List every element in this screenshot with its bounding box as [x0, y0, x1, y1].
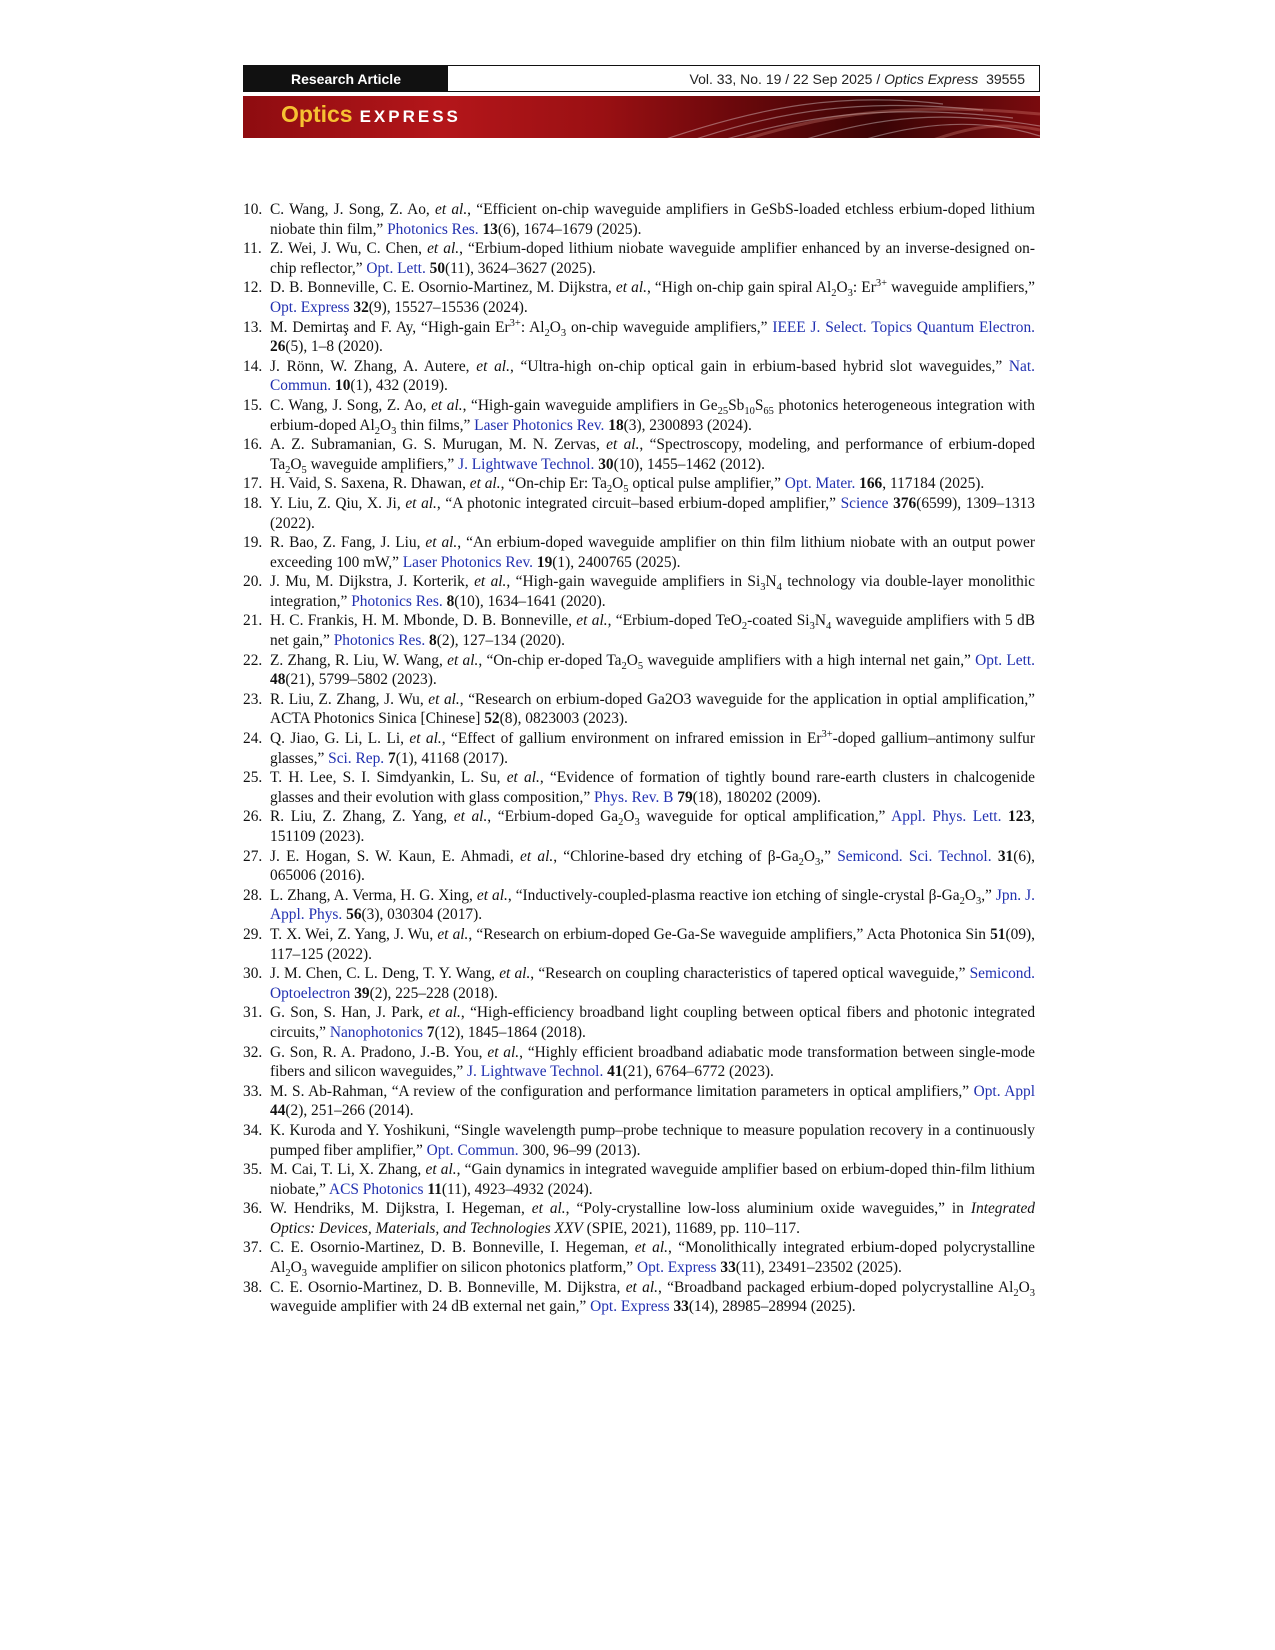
reference-text: , “Ultra-high on-chip optical gain in erbium-based hybrid slot waveguides,”: [509, 357, 1009, 375]
reference-number: 35.: [243, 1161, 263, 1179]
reference-entry: [243, 533, 1035, 572]
reference-text: 4: [825, 621, 832, 633]
reference-text: 18: [608, 416, 624, 434]
reference-text: G. Son, R. A. Pradono, J.-B. You,: [270, 1043, 488, 1061]
reference-text: , “An erbium-doped waveguide amplifier on thin film lithium niobate with an output power exceeding 100 mW,”: [270, 534, 1036, 571]
reference-text: (3), 2300893 (2024).: [623, 416, 752, 434]
reference-text: waveguide for optical amplification,”: [639, 808, 892, 826]
reference-text: (2), 225–228 (2018).: [369, 984, 498, 1002]
reference-text: 300, 96–99 (2013).: [518, 1141, 641, 1159]
reference-text: (10), 1634–1641 (2020).: [454, 592, 606, 610]
reference-text: 10: [744, 406, 755, 418]
reference-text: et al.: [487, 1043, 520, 1061]
reference-text: R. Liu, Z. Zhang, Z. Yang,: [270, 808, 454, 826]
reference-text: L. Zhang, A. Verma, H. G. Xing,: [270, 886, 477, 904]
reference-entry: [243, 200, 1035, 239]
reference-text: 51: [990, 925, 1006, 943]
reference-number: 16.: [243, 436, 263, 454]
journal-link[interactable]: Opt. Appl: [973, 1082, 1035, 1100]
reference-text: 2: [606, 484, 613, 496]
reference-text: 79: [677, 788, 693, 806]
reference-number: 14.: [243, 357, 263, 375]
reference-entry: [243, 396, 1035, 435]
journal-link[interactable]: Jpn. J. Appl. Phys.: [270, 886, 1035, 924]
reference-text: , “High on-chip gain spiral Al: [646, 279, 832, 297]
reference-text: , “Poly-crystalline low-loss aluminium oxide waveguides,” in: [565, 1200, 971, 1218]
reference-text: (8), 0823003 (2023).: [499, 710, 628, 728]
reference-number: 22.: [243, 651, 263, 669]
reference-text: (2), 127–134 (2020).: [436, 632, 565, 650]
reference-entry: [243, 474, 1035, 494]
reference-text: (11), 4923–4932 (2024).: [441, 1180, 593, 1198]
reference-text: , “Efficient on-chip waveguide amplifiers in GeSbS-loaded etchless erbium-doped lithium niobate thin film,”: [270, 201, 1036, 238]
reference-text: 3: [760, 582, 766, 594]
reference-text: 2: [374, 425, 380, 437]
reference-text: et al.: [625, 1278, 658, 1296]
reference-text: 3: [391, 425, 397, 437]
reference-text: W. Hendriks, M. Dijkstra, I. Hegeman,: [270, 1200, 532, 1218]
reference-entry: [243, 494, 1035, 533]
reference-text: et al.: [634, 1239, 669, 1257]
reference-text: 376: [893, 494, 917, 512]
reference-text: et al.: [437, 925, 469, 943]
reference-text: 33: [720, 1259, 736, 1277]
reference-text: , “High-efficiency broadband light coupling between optical fibers and photonic integrated circuits,”: [270, 1004, 1036, 1041]
reference-entry: [243, 1003, 1035, 1042]
journal-name: Optics Express: [884, 70, 979, 87]
reference-text: 41: [607, 1063, 623, 1081]
reference-text: 26: [270, 338, 286, 356]
reference-text: optical pulse amplifier,”: [628, 475, 785, 493]
reference-text: 2: [959, 895, 965, 907]
reference-number: 29.: [243, 925, 263, 943]
reference-text: 25: [717, 406, 729, 418]
reference-text: , “Effect of gallium environment on infrared emission in Er: [441, 730, 822, 748]
reference-number: 21.: [243, 612, 263, 630]
journal-link[interactable]: Opt. Lett.: [975, 651, 1035, 669]
reference-text: J. M. Chen, C. L. Deng, T. Y. Wang,: [270, 965, 500, 983]
reference-text: N: [765, 573, 777, 591]
reference-text: A. Z. Subramanian, G. S. Murugan, M. N. Zervas,: [270, 436, 607, 454]
reference-text: 3: [301, 1268, 308, 1280]
reference-text: 11: [427, 1180, 442, 1198]
reference-text: D. B. Bonneville, C. E. Osornio-Martinez, M. Dijkstra,: [270, 279, 616, 297]
reference-text: : Er: [852, 279, 876, 297]
reference-number: 32.: [243, 1043, 263, 1061]
reference-text: 2: [544, 327, 550, 339]
journal-link[interactable]: Science: [840, 494, 889, 512]
reference-text: , “Research on erbium-doped Ga2O3 waveguide for the application in optial amplification,” ACTA Photonics Sinica [Chinese]: [270, 690, 1035, 728]
reference-text: ,”: [981, 886, 996, 904]
journal-link[interactable]: Photonics Res.: [387, 220, 479, 238]
reference-text: T. H. Lee, S. I. Simdyankin, L. Su,: [270, 769, 507, 787]
reference-text: G. Son, S. Han, J. Park,: [270, 1004, 429, 1022]
reference-text: et al.: [506, 769, 540, 787]
reference-text: 30: [598, 455, 614, 473]
reference-text: 7: [426, 1023, 435, 1041]
reference-text: 5: [637, 660, 644, 672]
reference-entry: [243, 239, 1035, 278]
reference-text: 2: [618, 817, 624, 829]
reference-text: (11), 3624–3627 (2025).: [445, 259, 596, 277]
reference-text: 2: [285, 464, 291, 476]
reference-text: M. Cai, T. Li, X. Zhang,: [270, 1161, 426, 1179]
journal-link[interactable]: Laser Photonics Rev.: [402, 553, 534, 571]
citation-prefix: Vol. 33, No. 19 / 22 Sep 2025 /: [689, 70, 885, 87]
reference-text: , “A photonic integrated circuit–based erbium-doped amplifier,”: [436, 494, 841, 512]
reference-text: et al.: [499, 965, 531, 983]
reference-text: et al.: [606, 436, 640, 454]
reference-entry: [243, 1082, 1035, 1121]
reference-number: 31.: [243, 1004, 263, 1022]
reference-text: 5: [623, 484, 629, 496]
reference-text: (1), 432 (2019).: [350, 377, 448, 395]
reference-text: technology via double-layer monolithic integration,”: [270, 573, 1035, 610]
reference-text: , “High-gain waveguide amplifiers in Ge: [462, 396, 718, 414]
reference-text: et al.: [453, 808, 488, 826]
reference-entry: [243, 318, 1035, 357]
reference-text: 3+: [509, 317, 521, 329]
reference-entry: [243, 1121, 1035, 1160]
reference-entry: [243, 1199, 1035, 1238]
reference-text: , “Erbium-doped TeO: [607, 612, 742, 630]
reference-number: 15.: [243, 396, 263, 414]
reference-text: 39: [354, 984, 370, 1002]
reference-number: 10.: [243, 201, 263, 218]
journal-link[interactable]: Nanophotonics: [329, 1023, 424, 1041]
reference-entry: [243, 1238, 1035, 1280]
reference-text: (6), 1674–1679 (2025).: [497, 220, 642, 238]
reference-text: 56: [346, 906, 362, 924]
reference-text: 13: [482, 220, 498, 238]
reference-number: 33.: [243, 1082, 263, 1100]
reference-number: 27.: [243, 847, 263, 865]
reference-text: , “Evidence of formation of tightly bound rare-earth clusters in chalcogenide glasses and their evolution with glass composition,”: [270, 769, 1035, 806]
logo-optics: Optics: [281, 101, 353, 127]
reference-text: et al.: [447, 651, 479, 669]
reference-text: 123: [1008, 808, 1032, 826]
reference-text: C. E. Osornio-Martinez, D. B. Bonneville, M. Dijkstra,: [270, 1278, 626, 1296]
reference-entry: [243, 611, 1035, 650]
reference-number: 34.: [243, 1121, 263, 1139]
reference-text: photonics heterogeneous integration with erbium-doped Al: [270, 396, 1035, 434]
reference-text: Q. Jiao, G. Li, L. Li,: [270, 730, 410, 748]
reference-entry: [243, 690, 1035, 729]
reference-text: 3: [560, 327, 567, 339]
reference-text: 19: [536, 553, 553, 571]
reference-text: et al.: [427, 240, 460, 258]
reference-text: 52: [484, 710, 500, 728]
journal-logo: [281, 101, 461, 128]
reference-text: 10: [335, 377, 351, 395]
reference-text: et al.: [409, 730, 442, 748]
journal-link[interactable]: Opt. Express: [270, 298, 350, 316]
reference-text: O: [1018, 1278, 1030, 1296]
journal-link[interactable]: Opt. Mater.: [784, 475, 856, 493]
journal-link[interactable]: ACS Photonics: [328, 1180, 424, 1198]
reference-text: waveguide amplifiers with a high internal net gain,”: [643, 651, 976, 669]
reference-text: R. Liu, Z. Zhang, J. Wu,: [270, 690, 429, 708]
reference-text: 3: [1029, 1287, 1036, 1299]
reference-text: J. Mu, M. Dijkstra, J. Korterik,: [270, 573, 475, 591]
reference-number: 13.: [243, 318, 263, 336]
reference-text: et al.: [531, 1200, 566, 1218]
journal-link[interactable]: J. Lightwave Technol.: [458, 455, 595, 473]
reference-text: 33: [673, 1298, 689, 1316]
reference-text: et al.: [428, 690, 460, 708]
journal-link[interactable]: Opt. Express: [637, 1259, 717, 1277]
reference-text: et al.: [425, 534, 458, 552]
reference-text: 50: [429, 259, 446, 277]
reference-text: 2: [798, 856, 804, 868]
journal-link[interactable]: Opt. Commun.: [426, 1141, 519, 1159]
reference-text: , “Monolithically integrated erbium-doped polycrystalline Al: [270, 1239, 1035, 1277]
citation-line: [448, 66, 1039, 91]
reference-number: 18.: [243, 494, 263, 512]
reference-text: 3: [809, 621, 815, 633]
reference-text: , “Chlorine-based dry etching of β-Ga: [553, 847, 799, 865]
reference-text: 2: [831, 288, 837, 300]
reference-text: 2: [741, 621, 748, 633]
reference-text: R. Bao, Z. Fang, J. Liu,: [270, 534, 426, 552]
reference-text: et al.: [405, 494, 437, 512]
reference-text: , “Inductively-coupled-plasma reactive ion etching of single-crystal β-Ga: [507, 886, 960, 904]
journal-link[interactable]: Phys. Rev. B: [594, 788, 674, 806]
reference-text: (6599), 1309–1313 (2022).: [270, 494, 1035, 532]
reference-text: et al.: [431, 396, 463, 414]
reference-text: et al.: [476, 886, 508, 904]
reference-text: O: [379, 416, 392, 434]
reference-text: , “Erbium-doped lithium niobate waveguide amplifier enhanced by an inverse-designed on-chip reflector,”: [270, 240, 1036, 277]
reference-text: 3: [975, 895, 982, 907]
reference-text: 32: [353, 298, 369, 316]
reference-text: (1), 41168 (2017).: [395, 749, 508, 767]
reference-entry: [243, 278, 1035, 317]
reference-text: on-chip waveguide amplifiers,”: [566, 318, 773, 336]
page-number: 39555: [986, 70, 1025, 87]
reference-text: (2), 251–266 (2014).: [285, 1102, 414, 1120]
reference-text: Z. Wei, J. Wu, C. Chen,: [270, 240, 428, 258]
reference-entry: [243, 357, 1035, 396]
reference-text: T. X. Wei, Z. Yang, J. Wu,: [270, 925, 438, 943]
reference-text: J. E. Hogan, S. W. Kaun, E. Ahmadi,: [270, 847, 521, 865]
journal-link[interactable]: Opt. Express: [590, 1298, 670, 1316]
reference-text: 5: [301, 464, 307, 476]
journal-link[interactable]: Photonics Res.: [333, 632, 426, 650]
reference-text: thin films,”: [396, 416, 475, 434]
reference-text: 166: [859, 475, 883, 493]
reference-text: (12), 1845–1864 (2018).: [434, 1023, 586, 1041]
reference-number: 23.: [243, 690, 263, 708]
reference-entry: [243, 925, 1035, 964]
reference-text: 7: [388, 749, 396, 767]
reference-text: 3: [634, 817, 640, 829]
reference-text: H. Vaid, S. Saxena, R. Dhawan,: [270, 475, 470, 493]
reference-text: N: [814, 612, 826, 630]
reference-text: , “Research on coupling characteristics of tapered optical waveguide,”: [530, 965, 970, 983]
reference-entry: [243, 886, 1035, 925]
reference-entry: [243, 435, 1035, 474]
reference-text: (3), 030304 (2017).: [361, 906, 483, 924]
logo-express: EXPRESS: [359, 107, 461, 126]
reference-entry: [243, 964, 1035, 1003]
reference-number: 36.: [243, 1200, 263, 1218]
reference-text: O: [803, 847, 816, 865]
reference-number: 19.: [243, 534, 263, 552]
reference-entry: [243, 1043, 1035, 1082]
reference-text: (21), 6764–6772 (2023).: [622, 1063, 774, 1081]
reference-text: et al.: [615, 279, 647, 297]
reference-text: , “On-chip er-doped Ta: [478, 651, 622, 669]
journal-link[interactable]: IEEE J. Select. Topics Quantum Electron.: [772, 318, 1036, 336]
reference-text: 44: [270, 1102, 286, 1120]
reference-text: et al.: [520, 847, 554, 865]
reference-text: (09), 117–125 (2022).: [270, 925, 1035, 963]
journal-link[interactable]: Laser Photonics Rev.: [474, 416, 605, 434]
reference-number: 37.: [243, 1239, 263, 1257]
reference-text: 2: [621, 660, 627, 672]
reference-text: , “Erbium-doped Ga: [487, 808, 619, 826]
reference-text: O: [549, 318, 561, 336]
reference-number: 24.: [243, 730, 263, 748]
reference-text: ,”: [820, 847, 838, 865]
reference-entry: [243, 651, 1035, 690]
reference-text: O: [623, 808, 635, 826]
reference-text: (6), 065006 (2016).: [270, 847, 1035, 885]
reference-text: et al.: [576, 612, 608, 630]
reference-number: 25.: [243, 769, 263, 787]
reference-text: , “Gain dynamics in integrated waveguide amplifier based on erbium-doped thin-film lithium niobate,”: [270, 1161, 1035, 1198]
reference-text: , “On-chip Er: Ta: [500, 475, 607, 493]
reference-text: waveguide amplifier on silicon photonics platform,”: [307, 1259, 637, 1277]
reference-number: 11.: [243, 240, 262, 258]
journal-link[interactable]: Semicond. Optoelectron: [270, 965, 1035, 1002]
reference-entry: [243, 768, 1035, 807]
reference-text: -doped gallium–antimony sulfur glasses,”: [270, 730, 1035, 767]
journal-link[interactable]: Nat. Commun.: [270, 357, 1035, 395]
reference-text: (10), 1455–1462 (2012).: [613, 455, 765, 473]
reference-entry: [243, 1278, 1035, 1317]
reference-text: : Al: [520, 318, 545, 336]
reference-text: Sb: [728, 396, 745, 414]
reference-text: waveguide amplifier with 24 dB external net gain,”: [270, 1298, 591, 1316]
reference-number: 26.: [243, 808, 263, 826]
reference-text: 3+: [875, 278, 888, 290]
reference-number: 38.: [243, 1278, 263, 1296]
reference-text: (11), 23491–23502 (2025).: [735, 1259, 902, 1277]
reference-text: (18), 180202 (2009).: [692, 788, 821, 806]
reference-text: (9), 15527–15536 (2024).: [368, 298, 528, 316]
reference-entry: [243, 572, 1035, 611]
reference-text: et al.: [425, 1161, 457, 1179]
reference-text: M. S. Ab-Rahman, “A review of the configuration and performance limitation parameters in optical amplifiers,”: [270, 1082, 974, 1100]
reference-text: 2: [285, 1268, 291, 1280]
reference-text: K. Kuroda and Y. Yoshikuni, “Single wavelength pump–probe technique to measure population recovery in a continuously pumped fiber amplifier,”: [270, 1121, 1035, 1159]
journal-link[interactable]: Appl. Phys. Lett.: [891, 808, 1002, 826]
reference-text: H. C. Frankis, H. M. Mbonde, D. B. Bonneville,: [270, 612, 577, 630]
reference-text: , “Research on erbium-doped Ge-Ga-Se waveguide amplifiers,” Acta Photonica Sin: [468, 925, 991, 943]
reference-text: (1), 2400765 (2025).: [552, 553, 681, 571]
journal-link[interactable]: Semicond. Sci. Technol.: [837, 847, 992, 865]
reference-text: O: [964, 886, 976, 904]
reference-text: waveguide amplifiers,”: [306, 455, 459, 473]
reference-number: 30.: [243, 965, 263, 983]
journal-link[interactable]: Photonics Res.: [351, 592, 443, 610]
journal-banner: [243, 96, 1040, 138]
reference-text: (14), 28985–28994 (2025).: [688, 1298, 856, 1316]
reference-text: O: [836, 279, 848, 297]
reference-text: et al.: [476, 357, 510, 375]
reference-text: et al.: [428, 1004, 461, 1022]
journal-header-bar: [243, 65, 1040, 92]
reference-text: et al.: [469, 475, 501, 493]
reference-text: -coated Si: [747, 612, 810, 630]
reference-text: , 117184 (2025).: [882, 475, 985, 493]
reference-number: 12.: [243, 279, 263, 297]
reference-text: waveguide amplifiers,”: [887, 279, 1036, 297]
reference-text: O: [612, 475, 624, 493]
reference-text: J. Rönn, W. Zhang, A. Autere,: [270, 357, 477, 375]
reference-text: , “Highly efficient broadband adiabatic mode transformation between single-mode fibers and silicon waveguides,”: [270, 1043, 1035, 1081]
reference-text: 48: [270, 671, 286, 689]
reference-number: 17.: [243, 475, 263, 493]
reference-text: O: [290, 1259, 302, 1277]
reference-text: et al.: [474, 573, 507, 591]
reference-text: (21), 5799–5802 (2023).: [285, 671, 437, 689]
reference-text: C. Wang, J. Song, Z. Ao,: [270, 201, 435, 218]
reference-list: [243, 200, 1035, 1317]
reference-text: 3: [815, 856, 821, 868]
reference-text: (SPIE, 2021), 11689, pp. 110–117.: [582, 1219, 800, 1237]
article-type-label: Research Article: [244, 66, 448, 91]
reference-text: Integrated Optics: Devices, Materials, and Technologies XXV: [270, 1200, 1035, 1237]
reference-text: 31: [997, 847, 1014, 865]
reference-text: Y. Liu, Z. Qiu, X. Ji,: [270, 494, 406, 512]
journal-link[interactable]: Opt. Lett.: [366, 259, 426, 277]
reference-text: 65: [763, 406, 774, 418]
reference-entry: [243, 729, 1035, 768]
journal-link[interactable]: J. Lightwave Technol.: [467, 1063, 604, 1081]
reference-number: 20.: [243, 573, 263, 591]
reference-text: , “High-gain waveguide amplifiers in Si: [506, 573, 761, 591]
reference-text: 4: [776, 582, 782, 594]
reference-text: O: [290, 455, 302, 473]
reference-number: 28.: [243, 886, 263, 904]
reference-text: 3+: [821, 728, 833, 740]
reference-text: C. E. Osornio-Martinez, D. B. Bonneville, I. Hegeman,: [270, 1239, 635, 1257]
journal-link[interactable]: Sci. Rep.: [328, 749, 385, 767]
reference-text: 3: [847, 288, 853, 300]
reference-text: , “Broadband packaged erbium-doped polycrystalline Al: [657, 1278, 1014, 1296]
reference-text: waveguide amplifiers with 5 dB net gain,”: [270, 612, 1035, 650]
reference-entry: [243, 847, 1035, 886]
reference-text: (5), 1–8 (2020).: [285, 338, 383, 356]
reference-entry: [243, 807, 1035, 846]
reference-text: 8: [429, 632, 437, 650]
reference-text: , “Spectroscopy, modeling, and performance of erbium-doped Ta: [270, 436, 1035, 473]
reference-text: O: [626, 651, 638, 669]
reference-text: C. Wang, J. Song, Z. Ao,: [270, 396, 432, 414]
reference-text: et al.: [435, 201, 468, 218]
reference-text: M. Demirtaş and F. Ay, “High-gain Er: [270, 318, 510, 336]
reference-text: , 151109 (2023).: [270, 808, 1035, 845]
reference-entry: [243, 1160, 1035, 1199]
reference-text: 8: [446, 592, 455, 610]
reference-text: 2: [1013, 1287, 1019, 1299]
reference-text: Z. Zhang, R. Liu, W. Wang,: [270, 651, 448, 669]
reference-text: S: [754, 396, 764, 414]
